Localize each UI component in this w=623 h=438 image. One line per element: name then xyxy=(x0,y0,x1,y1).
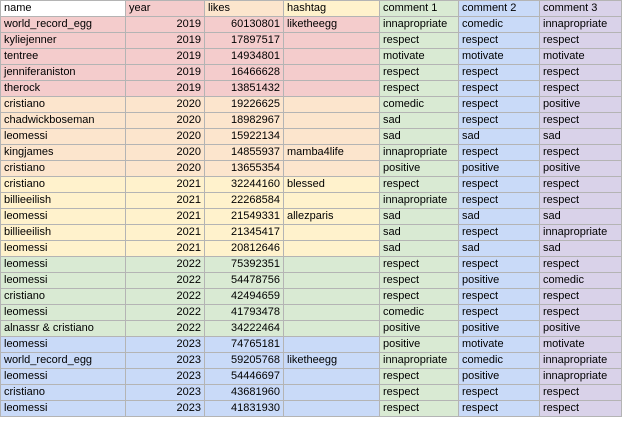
cell-comment-1[interactable]: comedic xyxy=(380,97,459,113)
header-cell-likes[interactable]: likes xyxy=(205,1,284,17)
cell-year[interactable]: 2020 xyxy=(126,113,205,129)
cell-comment-2[interactable]: respect xyxy=(459,401,540,417)
table-row xyxy=(1,49,622,65)
cell-comment-3[interactable]: respect xyxy=(540,177,622,193)
table-body xyxy=(1,17,622,417)
cell-hashtag[interactable] xyxy=(284,33,380,49)
cell-likes[interactable]: 32244160 xyxy=(205,177,284,193)
header-cell-comment-2[interactable]: comment 2 xyxy=(459,1,540,17)
cell-comment-1[interactable]: sad xyxy=(380,241,459,257)
cell-comment-2[interactable]: sad xyxy=(459,209,540,225)
cell-year[interactable]: 2020 xyxy=(126,145,205,161)
cell-year[interactable]: 2022 xyxy=(126,321,205,337)
cell-comment-1[interactable]: comedic xyxy=(380,305,459,321)
table-row xyxy=(1,305,622,321)
cell-name[interactable]: cristiano xyxy=(1,161,126,177)
cell-year[interactable]: 2019 xyxy=(126,17,205,33)
table-row xyxy=(1,17,622,33)
cell-hashtag[interactable] xyxy=(284,273,380,289)
header-cell-hashtag[interactable]: hashtag xyxy=(284,1,380,17)
cell-hashtag[interactable] xyxy=(284,385,380,401)
cell-comment-3[interactable]: positive xyxy=(540,321,622,337)
table-row xyxy=(1,65,622,81)
cell-likes[interactable]: 43681960 xyxy=(205,385,284,401)
table-row xyxy=(1,97,622,113)
cell-hashtag[interactable] xyxy=(284,225,380,241)
cell-comment-1[interactable]: sad xyxy=(380,113,459,129)
cell-likes[interactable]: 41831930 xyxy=(205,401,284,417)
cell-name[interactable]: therock xyxy=(1,81,126,97)
table-row xyxy=(1,241,622,257)
cell-comment-2[interactable]: respect xyxy=(459,193,540,209)
cell-name[interactable]: kingjames xyxy=(1,145,126,161)
table-row xyxy=(1,33,622,49)
cell-name[interactable]: leomessi xyxy=(1,273,126,289)
cell-comment-1[interactable]: sad xyxy=(380,225,459,241)
cell-name[interactable]: tentree xyxy=(1,49,126,65)
cell-comment-2[interactable]: positive xyxy=(459,273,540,289)
cell-name[interactable]: leomessi xyxy=(1,337,126,353)
cell-comment-3[interactable]: respect xyxy=(540,81,622,97)
header-cell-year[interactable]: year xyxy=(126,1,205,17)
cell-year[interactable]: 2023 xyxy=(126,369,205,385)
cell-comment-3[interactable]: respect xyxy=(540,145,622,161)
cell-likes[interactable]: 21549331 xyxy=(205,209,284,225)
cell-hashtag[interactable] xyxy=(284,241,380,257)
table-row xyxy=(1,225,622,241)
cell-likes[interactable]: 60130801 xyxy=(205,17,284,33)
cell-comment-2[interactable]: motivate xyxy=(459,49,540,65)
cell-comment-2[interactable]: sad xyxy=(459,129,540,145)
cell-comment-1[interactable]: respect xyxy=(380,273,459,289)
table-row xyxy=(1,369,622,385)
cell-year[interactable]: 2022 xyxy=(126,289,205,305)
cell-hashtag[interactable] xyxy=(284,257,380,273)
cell-comment-3[interactable]: respect xyxy=(540,305,622,321)
cell-year[interactable]: 2021 xyxy=(126,225,205,241)
cell-hashtag[interactable] xyxy=(284,129,380,145)
cell-hashtag[interactable] xyxy=(284,49,380,65)
cell-year[interactable]: 2022 xyxy=(126,257,205,273)
cell-year[interactable]: 2020 xyxy=(126,97,205,113)
cell-year[interactable]: 2021 xyxy=(126,209,205,225)
table-row xyxy=(1,145,622,161)
cell-hashtag[interactable]: allezparis xyxy=(284,209,380,225)
cell-name[interactable]: world_record_egg xyxy=(1,353,126,369)
cell-comment-1[interactable]: sad xyxy=(380,209,459,225)
cell-likes[interactable]: 15922134 xyxy=(205,129,284,145)
cell-hashtag[interactable] xyxy=(284,193,380,209)
cell-year[interactable]: 2019 xyxy=(126,33,205,49)
cell-year[interactable]: 2021 xyxy=(126,193,205,209)
cell-comment-3[interactable]: respect xyxy=(540,193,622,209)
cell-comment-2[interactable]: comedic xyxy=(459,353,540,369)
cell-year[interactable]: 2020 xyxy=(126,161,205,177)
table-row xyxy=(1,273,622,289)
cell-likes[interactable]: 19226625 xyxy=(205,97,284,113)
cell-year[interactable]: 2023 xyxy=(126,401,205,417)
cell-hashtag[interactable] xyxy=(284,97,380,113)
table-row xyxy=(1,321,622,337)
cell-comment-2[interactable]: respect xyxy=(459,81,540,97)
cell-name[interactable]: billieeilish xyxy=(1,225,126,241)
cell-likes[interactable]: 42494659 xyxy=(205,289,284,305)
cell-likes[interactable]: 17897517 xyxy=(205,33,284,49)
cell-comment-3[interactable]: respect xyxy=(540,65,622,81)
cell-hashtag[interactable] xyxy=(284,113,380,129)
cell-comment-3[interactable]: comedic xyxy=(540,273,622,289)
cell-comment-1[interactable]: respect xyxy=(380,369,459,385)
cell-comment-1[interactable]: positive xyxy=(380,337,459,353)
cell-year[interactable]: 2023 xyxy=(126,385,205,401)
cell-comment-1[interactable]: innapropriate xyxy=(380,193,459,209)
cell-comment-3[interactable]: motivate xyxy=(540,337,622,353)
cell-hashtag[interactable] xyxy=(284,337,380,353)
cell-hashtag[interactable]: liketheegg xyxy=(284,17,380,33)
header-cell-comment-3[interactable]: comment 3 xyxy=(540,1,622,17)
cell-comment-1[interactable]: sad xyxy=(380,129,459,145)
table-row xyxy=(1,209,622,225)
cell-likes[interactable]: 34222464 xyxy=(205,321,284,337)
table-row xyxy=(1,81,622,97)
cell-comment-2[interactable]: positive xyxy=(459,369,540,385)
cell-comment-2[interactable]: positive xyxy=(459,161,540,177)
cell-comment-2[interactable]: motivate xyxy=(459,337,540,353)
cell-comment-2[interactable]: respect xyxy=(459,97,540,113)
cell-comment-3[interactable]: respect xyxy=(540,257,622,273)
cell-comment-2[interactable]: respect xyxy=(459,289,540,305)
cell-comment-1[interactable]: respect xyxy=(380,65,459,81)
cell-comment-3[interactable]: respect xyxy=(540,289,622,305)
cell-comment-2[interactable]: respect xyxy=(459,113,540,129)
cell-name[interactable]: cristiano xyxy=(1,97,126,113)
cell-comment-1[interactable]: respect xyxy=(380,81,459,97)
cell-comment-2[interactable]: respect xyxy=(459,305,540,321)
cell-comment-3[interactable]: innapropriate xyxy=(540,17,622,33)
cell-comment-2[interactable]: respect xyxy=(459,177,540,193)
cell-name[interactable]: chadwickboseman xyxy=(1,113,126,129)
table-row xyxy=(1,129,622,145)
cell-name[interactable]: leomessi xyxy=(1,241,126,257)
cell-likes[interactable]: 20812646 xyxy=(205,241,284,257)
cell-comment-2[interactable]: respect xyxy=(459,33,540,49)
cell-name[interactable]: cristiano xyxy=(1,385,126,401)
header-row xyxy=(1,1,622,17)
cell-likes[interactable]: 54478756 xyxy=(205,273,284,289)
cell-year[interactable]: 2020 xyxy=(126,129,205,145)
cell-comment-3[interactable]: innapropriate xyxy=(540,353,622,369)
cell-hashtag[interactable] xyxy=(284,305,380,321)
cell-comment-1[interactable]: respect xyxy=(380,401,459,417)
cell-comment-1[interactable]: respect xyxy=(380,177,459,193)
cell-hashtag[interactable]: mamba4life xyxy=(284,145,380,161)
cell-comment-1[interactable]: respect xyxy=(380,385,459,401)
cell-comment-2[interactable]: positive xyxy=(459,321,540,337)
cell-year[interactable]: 2023 xyxy=(126,337,205,353)
table-row xyxy=(1,385,622,401)
cell-likes[interactable]: 18982967 xyxy=(205,113,284,129)
table-row xyxy=(1,193,622,209)
cell-name[interactable]: cristiano xyxy=(1,177,126,193)
cell-likes[interactable]: 21345417 xyxy=(205,225,284,241)
cell-comment-1[interactable]: innapropriate xyxy=(380,353,459,369)
cell-comment-2[interactable]: respect xyxy=(459,145,540,161)
table-row xyxy=(1,289,622,305)
cell-comment-3[interactable]: respect xyxy=(540,385,622,401)
cell-likes[interactable]: 13655354 xyxy=(205,161,284,177)
cell-name[interactable]: jenniferaniston xyxy=(1,65,126,81)
cell-comment-2[interactable]: respect xyxy=(459,65,540,81)
cell-comment-1[interactable]: innapropriate xyxy=(380,145,459,161)
cell-name[interactable]: leomessi xyxy=(1,209,126,225)
cell-name[interactable]: kyliejenner xyxy=(1,33,126,49)
cell-likes[interactable]: 59205768 xyxy=(205,353,284,369)
table-row xyxy=(1,337,622,353)
cell-year[interactable]: 2019 xyxy=(126,65,205,81)
cell-year[interactable]: 2023 xyxy=(126,353,205,369)
cell-name[interactable]: alnassr & cristiano xyxy=(1,321,126,337)
cell-likes[interactable]: 13851432 xyxy=(205,81,284,97)
cell-comment-1[interactable]: respect xyxy=(380,289,459,305)
cell-likes[interactable]: 75392351 xyxy=(205,257,284,273)
cell-hashtag[interactable] xyxy=(284,161,380,177)
cell-name[interactable]: leomessi xyxy=(1,369,126,385)
cell-hashtag[interactable] xyxy=(284,81,380,97)
cell-comment-1[interactable]: innapropriate xyxy=(380,17,459,33)
cell-likes[interactable]: 41793478 xyxy=(205,305,284,321)
cell-comment-1[interactable]: positive xyxy=(380,321,459,337)
cell-year[interactable]: 2022 xyxy=(126,305,205,321)
cell-name[interactable]: leomessi xyxy=(1,129,126,145)
cell-hashtag[interactable]: liketheegg xyxy=(284,353,380,369)
cell-year[interactable]: 2019 xyxy=(126,81,205,97)
cell-comment-2[interactable]: respect xyxy=(459,225,540,241)
table-row xyxy=(1,113,622,129)
cell-name[interactable]: leomessi xyxy=(1,305,126,321)
cell-likes[interactable]: 74765181 xyxy=(205,337,284,353)
table-row xyxy=(1,257,622,273)
cell-year[interactable]: 2021 xyxy=(126,241,205,257)
cell-hashtag[interactable] xyxy=(284,65,380,81)
cell-hashtag[interactable]: blessed xyxy=(284,177,380,193)
header-cell-name[interactable]: name xyxy=(1,1,126,17)
cell-comment-3[interactable]: sad xyxy=(540,209,622,225)
cell-comment-3[interactable]: sad xyxy=(540,129,622,145)
cell-comment-2[interactable]: respect xyxy=(459,257,540,273)
cell-comment-3[interactable]: innapropriate xyxy=(540,225,622,241)
header-cell-comment-1[interactable]: comment 1 xyxy=(380,1,459,17)
table-row xyxy=(1,161,622,177)
cell-name[interactable]: leomessi xyxy=(1,257,126,273)
cell-comment-3[interactable]: respect xyxy=(540,113,622,129)
cell-likes[interactable]: 54446697 xyxy=(205,369,284,385)
cell-comment-3[interactable]: motivate xyxy=(540,49,622,65)
cell-hashtag[interactable] xyxy=(284,321,380,337)
cell-comment-2[interactable]: respect xyxy=(459,385,540,401)
cell-comment-2[interactable]: sad xyxy=(459,241,540,257)
cell-likes[interactable]: 14934801 xyxy=(205,49,284,65)
cell-likes[interactable]: 14855937 xyxy=(205,145,284,161)
table-row xyxy=(1,401,622,417)
cell-comment-3[interactable]: positive xyxy=(540,161,622,177)
cell-hashtag[interactable] xyxy=(284,401,380,417)
cell-comment-1[interactable]: motivate xyxy=(380,49,459,65)
cell-likes[interactable]: 16466628 xyxy=(205,65,284,81)
cell-hashtag[interactable] xyxy=(284,289,380,305)
cell-name[interactable]: billieeilish xyxy=(1,193,126,209)
cell-comment-3[interactable]: sad xyxy=(540,241,622,257)
cell-comment-3[interactable]: respect xyxy=(540,33,622,49)
cell-comment-3[interactable]: innapropriate xyxy=(540,369,622,385)
cell-year[interactable]: 2021 xyxy=(126,177,205,193)
cell-name[interactable]: world_record_egg xyxy=(1,17,126,33)
table-row xyxy=(1,177,622,193)
table-row xyxy=(1,353,622,369)
cell-hashtag[interactable] xyxy=(284,369,380,385)
cell-comment-1[interactable]: positive xyxy=(380,161,459,177)
cell-comment-3[interactable]: positive xyxy=(540,97,622,113)
cell-comment-1[interactable]: respect xyxy=(380,257,459,273)
cell-likes[interactable]: 22268584 xyxy=(205,193,284,209)
cell-year[interactable]: 2022 xyxy=(126,273,205,289)
cell-comment-3[interactable]: respect xyxy=(540,401,622,417)
cell-name[interactable]: leomessi xyxy=(1,401,126,417)
cell-comment-2[interactable]: comedic xyxy=(459,17,540,33)
cell-name[interactable]: cristiano xyxy=(1,289,126,305)
cell-year[interactable]: 2019 xyxy=(126,49,205,65)
cell-comment-1[interactable]: respect xyxy=(380,33,459,49)
